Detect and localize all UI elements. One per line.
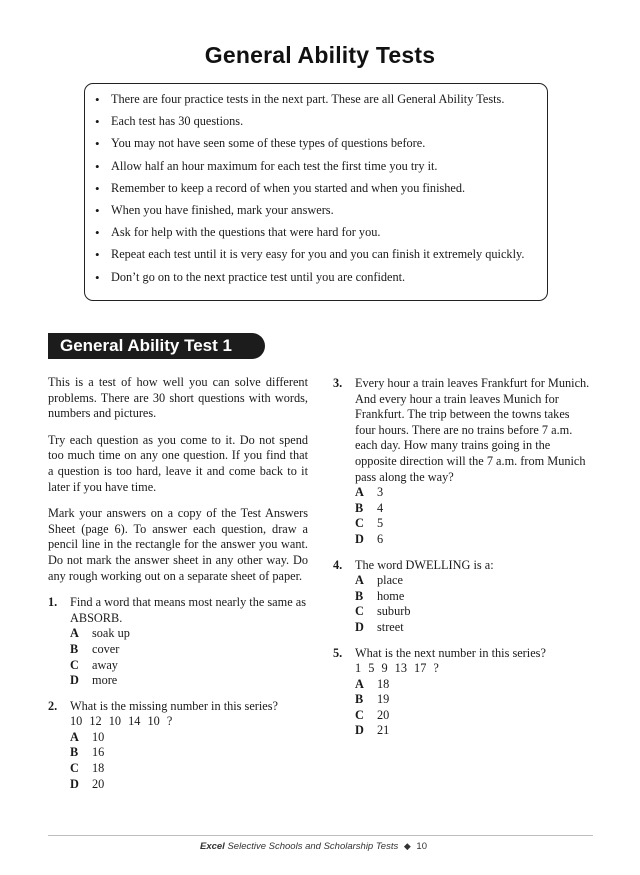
page-footer xyxy=(200,841,427,852)
answer-option xyxy=(70,745,308,761)
option-letter: B xyxy=(70,745,79,760)
question-4 xyxy=(333,558,593,636)
option-text: 18 xyxy=(92,761,105,776)
answer-option xyxy=(70,730,308,746)
option-text: 18 xyxy=(377,676,390,691)
section-title: General Ability Test 1 xyxy=(60,336,232,355)
option-letter: B xyxy=(70,641,79,656)
answer-option xyxy=(70,658,308,674)
question-text: What is the next number in this series? xyxy=(355,645,546,660)
answer-option xyxy=(355,589,593,605)
diamond-icon: ◆ xyxy=(403,841,411,851)
section-heading xyxy=(48,333,265,359)
answer-option xyxy=(355,620,593,636)
option-letter: C xyxy=(355,707,364,722)
option-text: cover xyxy=(92,641,120,656)
option-letter: D xyxy=(355,531,364,546)
option-letter: D xyxy=(70,776,79,791)
option-text: away xyxy=(92,657,118,672)
option-text: street xyxy=(377,619,404,634)
option-letter: B xyxy=(355,588,364,603)
intro-bullet: • Remember to keep a record of when you started and when you finished. xyxy=(93,181,537,196)
question-2 xyxy=(48,699,308,793)
option-letter: C xyxy=(70,761,79,776)
answer-option xyxy=(70,777,308,793)
option-letter: D xyxy=(355,723,364,738)
question-text: Every hour a train leaves Frankfurt for Munich. And every hour a train leaves Munich for Frankfurt. The trip between the towns takes four hours. There are no trains before 7 a.m. each day. How many trains going in the opposite direction will the 7 a.m. from Munich pass along the way? xyxy=(355,376,590,484)
intro-bullet: • When you have finished, mark your answers. xyxy=(93,203,537,218)
answer-option xyxy=(355,532,593,548)
intro-bullet: • Each test has 30 questions. xyxy=(93,114,537,129)
option-text: 21 xyxy=(377,723,390,738)
answer-option xyxy=(355,573,593,589)
answer-option xyxy=(70,761,308,777)
intro-bullet: • You may not have seen some of these types of questions before. xyxy=(93,136,537,151)
footer-series-title: Selective Schools and Scholarship Tests xyxy=(227,841,399,852)
question-1 xyxy=(48,595,308,689)
option-letter: A xyxy=(355,573,364,588)
option-text: 19 xyxy=(377,692,390,707)
option-letter: D xyxy=(355,619,364,634)
option-text: soak up xyxy=(92,626,130,641)
option-text: 16 xyxy=(92,745,105,760)
question-text: Find a word that means most nearly the same as ABSORB. xyxy=(70,595,306,625)
intro-bullet: • Allow half an hour maximum for each test the first time you try it. xyxy=(93,159,537,174)
intro-bullet: • Repeat each test until it is very easy for you and you can finish it extremely quickly. xyxy=(93,247,537,262)
question-3 xyxy=(333,376,593,548)
answer-option xyxy=(355,692,593,708)
answer-option xyxy=(355,677,593,693)
option-letter: A xyxy=(70,626,79,641)
question-text: What is the missing number in this series? xyxy=(70,698,278,713)
option-letter: C xyxy=(70,657,79,672)
instruction-paragraph: Mark your answers on a copy of the Test Answers Sheet (page 6). To answer each question, draw a pencil line in the rectangle for the answer you want. Do not mark the answer sheet in any other way. Do any rough working out on a separate sheet of paper. xyxy=(48,506,308,583)
option-letter: A xyxy=(70,729,79,744)
question-number: 4. xyxy=(333,557,343,572)
question-number: 5. xyxy=(333,645,343,660)
question-text: The word DWELLING is a: xyxy=(355,557,494,572)
intro-bullet: • There are four practice tests in the next part. These are all General Ability Tests. xyxy=(93,92,537,107)
option-letter: B xyxy=(355,500,364,515)
intro-box xyxy=(84,83,548,301)
option-letter: A xyxy=(355,485,364,500)
answer-option xyxy=(355,723,593,739)
option-text: 20 xyxy=(92,776,105,791)
answer-option xyxy=(355,485,593,501)
option-letter: B xyxy=(355,692,364,707)
option-text: 4 xyxy=(377,500,384,515)
number-series: 10 12 10 14 10 ? xyxy=(70,714,173,729)
instruction-paragraph: This is a test of how well you can solve different problems. There are 30 short questions with words, numbers and pictures. xyxy=(48,375,308,421)
option-text: place xyxy=(377,573,403,588)
option-text: 10 xyxy=(92,729,105,744)
option-text: home xyxy=(377,588,405,603)
answer-option xyxy=(70,642,308,658)
option-letter: D xyxy=(70,673,79,688)
answer-option xyxy=(70,673,308,689)
option-letter: A xyxy=(355,676,364,691)
question-number: 1. xyxy=(48,595,58,610)
intro-bullet-list xyxy=(93,92,537,285)
instruction-paragraph: Try each question as you come to it. Do not spend too much time on any one question. If you find that a question is too hard, leave it and come back to it later if you have time. xyxy=(48,432,308,494)
question-number: 3. xyxy=(333,376,343,390)
intro-bullet: • Ask for help with the questions that were hard for you. xyxy=(93,225,537,240)
option-text: 6 xyxy=(377,531,384,546)
option-text: 3 xyxy=(377,485,384,500)
footer-brand: Excel xyxy=(200,841,225,852)
right-column xyxy=(333,376,593,749)
page-title: General Ability Tests xyxy=(204,42,436,68)
option-text: more xyxy=(92,673,118,688)
number-series: 1 5 9 13 17 ? xyxy=(355,661,439,676)
footer-divider xyxy=(48,835,593,836)
intro-bullet: • Don’t go on to the next practice test until you are confident. xyxy=(93,270,537,285)
answer-option xyxy=(355,516,593,532)
page-number: 10 xyxy=(416,841,427,852)
question-number: 2. xyxy=(48,698,58,713)
answer-option xyxy=(355,501,593,517)
answer-option xyxy=(70,626,308,642)
question-5 xyxy=(333,646,593,740)
option-letter: C xyxy=(355,516,364,531)
option-letter: C xyxy=(355,604,364,619)
left-column xyxy=(48,375,308,802)
option-text: suburb xyxy=(377,604,411,619)
answer-option xyxy=(355,708,593,724)
option-text: 5 xyxy=(377,516,384,531)
answer-option xyxy=(355,604,593,620)
option-text: 20 xyxy=(377,707,390,722)
